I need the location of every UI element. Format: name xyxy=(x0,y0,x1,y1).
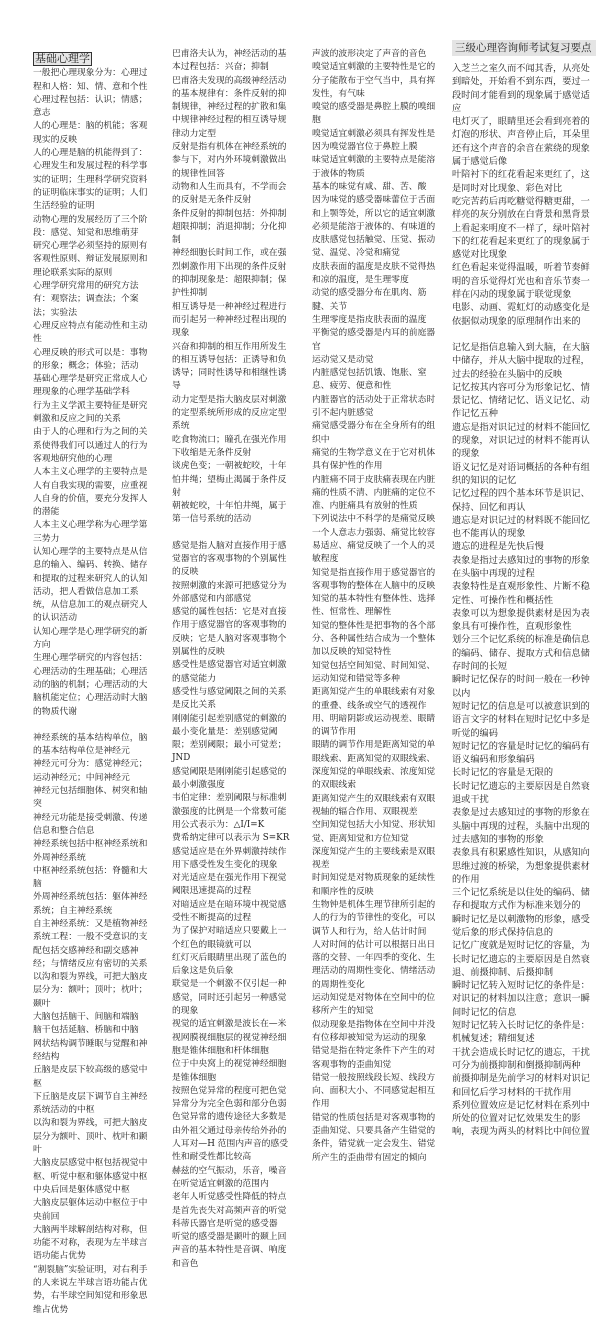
note-line: 短时记忆的容量是时记忆的编码有语义编码和形象编码 xyxy=(452,740,590,766)
note-line: 痛觉的生物学意义在于它对机体具有保护性的作用 xyxy=(312,447,436,472)
note-line: 瞬时记忆是以刺激物的形象，感受觉后象的形式保持信息的 xyxy=(452,913,590,938)
note-line: 神经系统的基本结构单位，脑的基本结构单位是神经元 xyxy=(33,732,148,757)
note-line: 听觉的感受器是颞叶的颞上回 xyxy=(172,1232,287,1243)
note-line: 内脏感觉包括饥饿、饱胀、窒息、疲劳、便意和性 xyxy=(312,368,427,392)
note-line: 按照刺激的来源可把感觉分为外部感觉和内部感觉 xyxy=(172,580,287,604)
note-line: 感觉的属性包括：它是对直接作用于感觉器官的客观事物的反映；它是人脑对客观事物个别属性的反映 xyxy=(172,607,287,658)
note-line: 内脏器官的活动处于正常状态时引不起内脏感觉 xyxy=(312,394,436,419)
paragraph-group xyxy=(452,341,596,1139)
note-line: 长时记忆遗忘的主要原因是自然衰退或干扰 xyxy=(452,780,590,806)
note-line: 人耳对—H 范围内声音的感受性和耐受性都比较高 xyxy=(172,1139,289,1163)
note-line: 似动现象是指物体在空间中并没有位移却被知觉为运动的现象 xyxy=(312,1019,436,1043)
note-line: “割裂脑”实验证明，对右利手的人来说左半球言语功能占优势，右半球空间知觉和形象思维占优势 xyxy=(33,1264,148,1315)
note-line: 心理学研究常用的研究方法有：观察法；调查法；个案法；实验法 xyxy=(33,281,139,318)
paragraph-group xyxy=(33,67,149,719)
note-line: 巴甫洛夫发现的高级神经活动的基本规律有：条件反射的抑制规律，神经过程的扩散和集中规律神经过程的相互诱导规律动力定型 xyxy=(172,75,287,139)
note-line: 视觉的适宜刺激是波长在—米 xyxy=(172,1019,287,1030)
note-line: 行为主义学派主要特征是研究刺激和反应之间的关系 xyxy=(33,400,148,425)
note-line: 声波的波形决定了声音的音色 xyxy=(312,49,427,59)
note-line: 错觉一般按照线段长短、线段方向、面积大小、不同感觉起相互作用 xyxy=(312,1072,436,1110)
note-line: 中枢神经系统包括：脊髓和大脑 xyxy=(33,865,148,890)
note-line: 巴甫洛夫认为，神经活动的基本过程包括：兴奋；抑制 xyxy=(172,49,287,73)
note-line: 红灯灭后眼睛里出现了蓝色的后象这是负后象 xyxy=(172,952,287,977)
note-line: 生理零度是指皮肤表面的温度 xyxy=(312,314,427,325)
note-line: 联觉是一个刺激不仅引起一种感觉，同时还引起另一种感觉的现象 xyxy=(172,979,287,1017)
note-line: 长时记忆的容量是无限的 xyxy=(452,767,554,779)
note-line: 声音的基本特性是音调、响度和音色 xyxy=(172,1245,287,1269)
note-line: 感觉适应是在外界刺激持续作用下感受性发生变化的现象 xyxy=(172,846,287,870)
note-line: 内脏痛不同于皮肤痛表现在内脏痛的性质不清、内脏痛的定位不准、内脏痛具有放射的性质 xyxy=(312,474,436,512)
note-line: 神经细胞长时间工作，或在强烈刺激作用下出现的条件反射的抑制现象是：超限抑制；保护性抑制 xyxy=(172,248,287,299)
note-line: 神经元可分为：感觉神经元；运动神经元；中间神经元 xyxy=(33,759,148,783)
note-line: 认知心理学的主要特点是从信息的输入、编码、转换、储存和提取的过程来研究人的认知活动，把人看做信息加工系统，从信息加工的观点研究人的认识活动 xyxy=(33,546,148,624)
note-line: 基本的味觉有咸、甜、苦、酸 xyxy=(312,181,427,192)
note-line: 错觉是指在特定条件下产生的对客观事物的歪曲知觉 xyxy=(312,1046,436,1070)
note-line: 短时记忆的信息是可以被意识到的语言文字的材料在短时记忆中多是听觉的编码 xyxy=(452,700,590,739)
note-line: 心理反应特点有能动性和主动性 xyxy=(33,320,148,345)
note-line: 反射是指有机体在神经系统的参与下，对内外环境刺激做出的规律性回答 xyxy=(172,142,287,179)
note-line: 味觉适宜刺激的主要特点是能溶于液体的物质 xyxy=(312,155,436,179)
note-line: 朝被蛇咬，十年怕井绳，属于第一信号系统的活动 xyxy=(172,501,287,525)
paragraph-group xyxy=(33,732,149,1317)
note-line: 以沟和裂为界线，可把大脑皮层分为：额叶；顶叶；枕叶；颞叶 xyxy=(33,972,148,1009)
note-line: 感受性是感觉器官对适宜刺激的感觉能力 xyxy=(172,660,287,684)
note-line: 对光适应是在强光作用下视觉阈限迅速提高的过程 xyxy=(172,873,287,897)
note-line: 电灯灭了，眼睛里还会看到亮着的灯泡的形状、声音停止后，耳朵里还有这个声音的余音在萦绕的现象属于感觉后像 xyxy=(452,116,590,168)
note-line: 嗅觉适宜刺激的主要特性是它的分子能散布于空气当中，具有挥发性，有气味 xyxy=(312,62,436,99)
note-line: 感觉阈限是刚刚能引起感觉的最小刺激强度 xyxy=(172,766,287,791)
note-line: 记忆是指信息输入到大脑，在大脑中储存，并从大脑中提取的过程，过去的经验在头脑中的反映 xyxy=(452,341,590,380)
note-line: 知觉是指直接作用于感觉器官的客观事物的整体在人脑中的反映 xyxy=(312,567,436,591)
note-line: 自主神经系统：又是植物神经系统工程：一般不受意识的支配包括交感神经和副交感神经；与情绪反应有密切的关系 xyxy=(33,919,148,969)
note-line: 大脑包括脑干、间脑和端脑 xyxy=(33,1012,139,1023)
note-line: 动力定型是指大脑皮层对刺激的定型系统所形成的反应定型系统 xyxy=(172,394,287,432)
note-line: 记忆按其内容可分为形象记忆、情景记忆、情绪记忆、语义记忆、动作记忆五种 xyxy=(452,381,590,420)
note-line: 人对时间的估计可以根据日出日落的交替、一年四季的变化、生理活动的周期性变化、情绪活动的周期性变化 xyxy=(312,939,436,990)
note-line: 表象是指过去感知过的事物的形象在头脑中再现的过程 xyxy=(452,554,590,579)
note-line: 神经元包括细胞体、树突和轴突 xyxy=(33,786,148,810)
column-2 xyxy=(172,48,293,1271)
paragraph-group xyxy=(452,62,596,328)
note-line: 生理心理学研究的内容包括：心理活动的生理基础；心理活动的脑的机制；心理活动的大脑机能定位；心理活动时大脑的物质代谢 xyxy=(33,653,148,717)
note-line: 费希纳定律可以表示为 S=KR xyxy=(172,833,290,844)
note-line: 吃食物流口；瞳孔在强光作用下收缩是无条件反射 xyxy=(172,434,287,458)
note-line: 条件反射的抑制包括：外抑制超限抑制；消退抑制；分化抑制 xyxy=(172,208,287,246)
note-line: 运动觉又是动觉 xyxy=(312,354,374,365)
note-line: 视网膜视细胞层的视觉神经细胞是锥体细胞和杆体细胞 xyxy=(172,1032,287,1056)
note-line: 丘脑是皮层下较高级的感觉中枢 xyxy=(33,1065,148,1089)
note-line: 干扰会造成长时记忆的遗忘，干扰可分为前摄抑制和倒摄抑制两种 xyxy=(452,1046,590,1071)
note-line: 叶陪衬下的红花看起来更红了，这是同时对比现象、彩色对比 xyxy=(452,169,590,194)
note-line: 人本主义心理学称为心理学第三势力 xyxy=(33,520,148,544)
note-line: 大脑皮层躯体运动中枢位于中央前回 xyxy=(33,1198,148,1222)
note-line: 距离知觉产生的单眼线索有对象的重叠、线条或空气的透视作用、明暗阴影或运动视差、眼睛的调节作用 xyxy=(312,687,436,738)
note-line: 错觉的性质包括是对客观事物的歪曲知觉、只要具备产生错觉的条件，错觉就一定会发生、错觉所产生的歪曲带有固定的倾向 xyxy=(312,1112,436,1163)
note-line: 遗忘是对识记过的材料既不能回忆也不能再认的现象 xyxy=(452,514,590,540)
note-line: 三个记忆系统是以住处的编码、储存和提取方式作为标准来划分的 xyxy=(452,887,590,912)
note-line: 外周神经系统包括：躯体神经系统；自主神经系统 xyxy=(33,892,148,916)
note-line: 痛觉感受器分布在全身所有的组织中 xyxy=(312,421,436,445)
note-line: 眼睛的调节作用是距离知觉的单眼线索、距离知觉的双眼线索、深度知觉的单眼线索、浓度知觉的双眼线索 xyxy=(312,740,436,791)
note-line: 表象可以为想象提供素材是因为表象具有可操作性，直观形象性 xyxy=(452,607,590,633)
note-line: 吃完苦药后再吃糖觉得糖更甜，一样亮的灰分别放在白背景和黑背景上看起来明度不一样了，绿叶陪衬下的红花看起来更红了的现象属于感觉对比现象 xyxy=(452,195,590,261)
note-line: 瞬时记忆转入短时记忆的条件是：对识记的材料加以注意；意识一瞬间时记忆的信息 xyxy=(452,980,590,1018)
note-line: 动觉的感受器分布在肌肉、筋腱、关节 xyxy=(312,288,427,312)
paragraph-group xyxy=(312,48,437,1165)
note-line: 感觉是指人脑对直接作用于感觉器官的客观事物的个别属性的反映 xyxy=(172,540,287,578)
document-title: 三级心理咨询师考试复习要点 xyxy=(452,40,596,56)
note-line: 表象是过去感知过的事物的形象在头脑中再现的过程，头脑中出现的过去感知的事物的形象 xyxy=(452,807,590,845)
note-line: 网状结构调节睡眠与觉醒和神经结构 xyxy=(33,1038,148,1062)
note-line: 神经元功能是接受刺激、传递信息和整合信息 xyxy=(33,812,148,836)
note-line: 嗅觉适宜刺激必须具有挥发性是因为嗅觉器官位于鼻腔上膜 xyxy=(312,128,436,153)
note-line: 动物和人生而具有，不学而会的反射是无条件反射 xyxy=(172,181,287,206)
note-line: 皮肤感觉包括触觉、压觉、振动觉、温觉、冷觉和痛觉 xyxy=(312,235,436,259)
note-line: 系列位置效应是记忆材料在系列中所处的位置对记忆效果发生的影响，表现为两头的材料比中间位置 xyxy=(452,1099,590,1138)
note-line: 老年人听觉感受性降低的特点是首先丧失对高频声音的听觉 xyxy=(172,1192,287,1216)
note-line: 遗忘是指对识记过的材料不能回忆的现象，对识记过的材料不能再认的现象 xyxy=(452,421,590,460)
note-line: 皮肤表面的温度是皮肤不觉得热和凉的温度，是生理零度 xyxy=(312,261,436,286)
note-line: 由于人的心理和行为之间的关系使得我们可以通过人的行为客观地研究他的心理 xyxy=(33,427,148,464)
note-line: 对暗适应是在暗环境中视觉感受性不断提高的过程 xyxy=(172,899,287,923)
note-line: 深度知觉产生的主要线索是双眼视差 xyxy=(312,846,436,871)
paragraph-group xyxy=(172,540,293,1271)
note-line: 大脑两半球解剖结构对称，但功能不对称，表现为左半球言语功能占优势 xyxy=(33,1224,148,1262)
note-line: 按照色觉异常的程度可把色觉异常分为完全色弱和部分色弱 xyxy=(172,1085,287,1110)
note-line: 前摄抑制是先前学习的材料对识记和回忆后学习材料的干扰作用 xyxy=(452,1073,590,1098)
note-line: 运动知觉是对物体在空间中的位移所产生的知觉 xyxy=(312,993,436,1017)
note-line: 嗅觉的感受器是鼻腔上膜的嗅细胞 xyxy=(312,102,436,126)
note-line: 兴奋和抑制的相互作用所发生的相互诱导包括：正诱导和负诱导；同时性诱导和相继性诱导 xyxy=(172,341,287,392)
note-line: 下列说法中不科学的是痛觉反映一个人意志力强弱、痛觉比较容易适应、痛觉反映了一个人的灵敏程度 xyxy=(312,514,436,565)
note-line: 动物心理的发展经历了三个阶段：感觉、知觉和思维萌芽 xyxy=(33,214,148,238)
note-line: 科蒂氏器官是听觉的感受器 xyxy=(172,1218,278,1229)
note-line: 平衡觉的感受器是内耳的前庭器官 xyxy=(312,328,436,352)
column-1 xyxy=(33,52,149,1317)
column-4 xyxy=(452,40,596,1139)
note-line: 基础心理学是研究正常成人心理现象的心理学基础学科 xyxy=(33,374,148,398)
note-line: 下丘脑是皮层下调节自主神经系统活动的中枢 xyxy=(33,1091,148,1116)
note-line: 认知心理学是心理学研究的新方向 xyxy=(33,626,148,651)
note-line: 心理反映的形式可以是：事物的形象；概念；体验；活动 xyxy=(33,347,148,371)
note-line: 电影、动画、霓虹灯的动感变化是依据似动现象的原理制作出来的 xyxy=(452,302,590,327)
note-line: 红色看起来觉得温暖，听着节奏鲜明的音乐觉得灯光也和音乐节奏一样在闪动的现象属于联觉现象 xyxy=(452,262,590,301)
note-line: 色觉异常的遗传途径大多数是由外祖父通过母亲传给外孙的 xyxy=(172,1112,287,1136)
note-line: 神经系统包括中枢神经系统和外周神经系统 xyxy=(33,839,148,863)
note-line: 知觉的整体性是把事物的各个部分、各种属性结合成为一个整体加以反映的知觉特性 xyxy=(312,620,436,658)
note-line: 谈虎色变；一朝被蛇咬，十年怕井绳；望梅止渴属于条件反射 xyxy=(172,461,287,498)
column-3 xyxy=(312,48,437,1165)
note-line: 瞬时记忆保存的时间一般在一秒钟以内 xyxy=(452,674,590,699)
note-line: 研究心理学必须坚持的原则有客观性原则、辩证发展原则和理论联系实际的原则 xyxy=(33,241,148,278)
note-line: 以沟和裂为界线，可把大脑皮层分为额叶、顶叶、枕叶和颞叶 xyxy=(33,1118,148,1156)
note-line: 时间知觉是对物质现象的延续性和顺序性的反映 xyxy=(312,873,436,897)
note-line: 人的心理是：脑的机能；客观现实的反映 xyxy=(33,121,148,145)
section-heading: 基础心理学 xyxy=(35,52,90,65)
note-line: 语义记忆是对语词概括的各种有组织的知识的记忆 xyxy=(452,461,590,486)
note-line: 大脑皮层感觉中枢包括视觉中枢、听觉中枢和躯体感觉中枢 xyxy=(33,1158,148,1182)
note-line: 表象具有积累感性知识，从感知向思维过渡的桥梁，为想象提供素材的作用 xyxy=(452,847,590,885)
note-line: 因为味觉的感受器味蕾位于舌面和上颚等处，所以它的适宜刺激必须是能溶于液体的、有味道的 xyxy=(312,195,436,232)
note-line: 感受性与感觉阈限之间的关系是反比关系 xyxy=(172,686,287,711)
note-line: 生物钟是机体生理节律所引起的人的行为的节律性的变化，可以调节人和行为，给人估计时间 xyxy=(312,900,436,937)
note-line: 一般把心理现象分为：心理过程和人格：知、情、意和个性 xyxy=(33,68,148,92)
note-line: 知觉包括空间知觉、时间知觉、运动知觉和错觉等多种 xyxy=(312,660,436,684)
note-line: 记忆广度就是短时记忆的容量，为长时记忆遗忘的主要原因是自然衰退、前摄抑制、后摄抑制 xyxy=(452,940,590,978)
note-line: 遗忘的进程是先快后慢 xyxy=(452,541,544,553)
note-line: 表象特性是直观形象性、片断不稳定性、可操作性和概括性 xyxy=(452,581,590,606)
note-line: 韦伯定律：差别阈限与标准刺激强度的比例是一个常数可能用公式表示为：△I/I=K xyxy=(172,793,287,830)
note-line: 人的心理是脑的机能得到了：心理发生和发展过程的科学事实的证明；生理科学研究资料的证明临床事实的证明；人们生活经验的证明 xyxy=(33,148,148,212)
note-line: 脑干包括延脑、桥脑和中脑 xyxy=(33,1025,139,1036)
note-line: 记忆过程的四个基本环节是识记、保持、回忆和再认 xyxy=(452,488,590,513)
note-line: 空间知觉包括大小知觉、形状知觉、距离知觉和方位知觉 xyxy=(312,820,436,844)
note-line: 位于中央窝上的视觉神经细胞是锥体细胞 xyxy=(172,1059,287,1083)
note-line: 赫兹的空气振动，乐音，噪音在听觉适宜刺激的范围内 xyxy=(172,1165,287,1189)
note-line: 距离知觉产生的双眼线索有双眼视轴的辐合作用、双眼视差 xyxy=(312,793,436,817)
note-line: 刚刚能引起差别感觉的刺激的最小变化量是：差别感觉阈限；差别阈限；最小可觉差；JND xyxy=(172,713,287,764)
note-line: 人本主义心理学的主要特点是人有自我实现的需要，应重视人自身的价值，要充分发挥人的潜能 xyxy=(33,467,148,518)
note-line: 为了保护对暗适应只要戴上一个红色的眼镜就可以 xyxy=(172,926,287,950)
note-line: 中央后回是躯体感觉中枢 xyxy=(33,1184,130,1195)
note-line: 划分三个记忆系统的标准是确信息的编码、储存、提取方式和信息储存时间的长短 xyxy=(452,634,590,673)
note-line: 入芝兰之室久而不闻其香，从亮处到暗处，开始看不到东西，要过一段时间才能看到的现象属于感觉适应 xyxy=(452,63,590,114)
paragraph-group xyxy=(172,48,293,527)
note-line: 知觉的基本特性有整体性、选择性、恒常性、理解性 xyxy=(312,594,436,618)
note-line: 短时记忆转入长时记忆的条件是：机械复述；精细复述 xyxy=(452,1020,590,1045)
note-line: 相互诱导是一种神经过程进行而引起另一种神经过程出现的现象 xyxy=(172,301,287,339)
note-line: 心理过程包括：认识；情感；意志 xyxy=(33,94,148,119)
